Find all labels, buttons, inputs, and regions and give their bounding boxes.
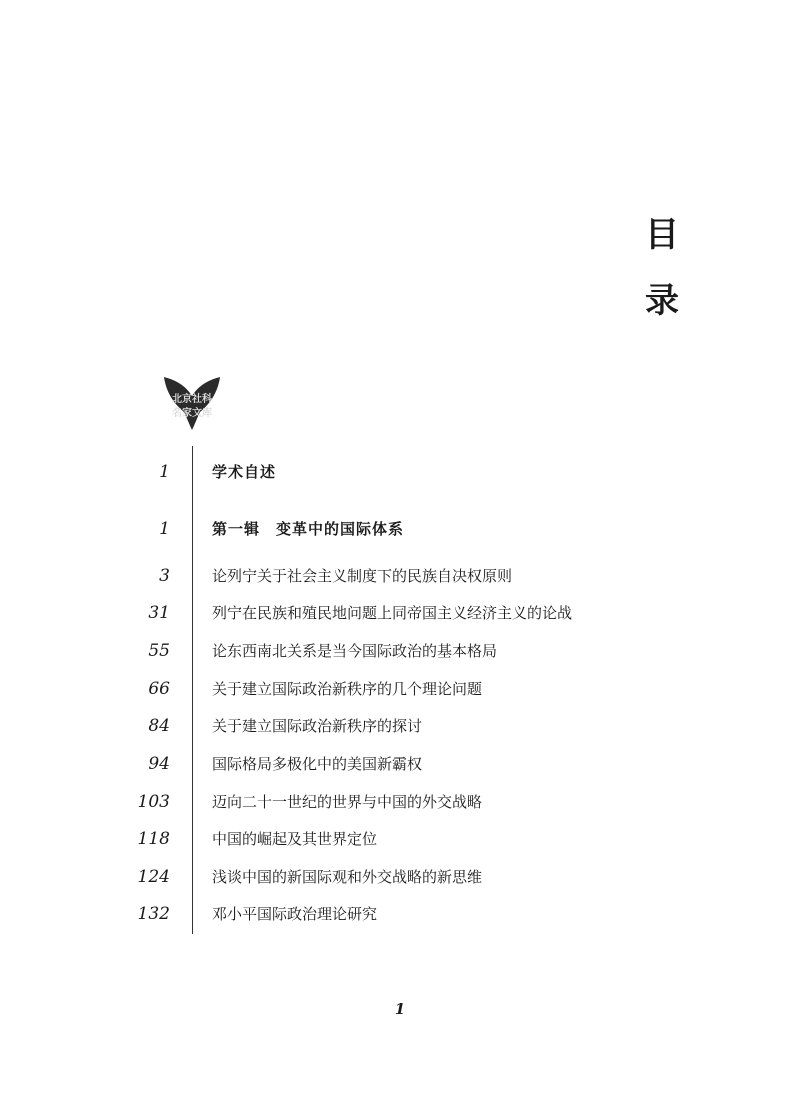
toc-page-number: 1 [159,462,170,482]
toc-entry-title: 中国的崛起及其世界定位 [212,830,378,848]
toc-row[interactable] [0,601,800,625]
toc-row[interactable] [0,902,800,926]
toc-entry-title: 论东西南北关系是当今国际政治的基本格局 [212,642,498,660]
toc-page-number: 3 [159,566,170,586]
toc-row[interactable] [0,639,800,663]
toc-page-number: 55 [148,641,170,661]
toc-row[interactable] [0,790,800,814]
toc-page-number: 66 [148,679,170,699]
toc-page-number: 84 [148,716,170,736]
toc-entry-title: 第一辑 变革中的国际体系 [212,520,405,538]
toc-page-number: 103 [137,792,170,812]
logo-text-line2: 名家文库 [172,408,212,419]
toc-entry-title: 学术自述 [212,463,277,481]
page-title-char-2: 录 [645,281,679,321]
toc-page-number: 1 [159,519,170,539]
toc-entry-title: 迈向二十一世纪的世界与中国的外交战略 [212,793,483,811]
toc-row[interactable] [0,865,800,889]
footer-page-number: 1 [394,1000,406,1018]
series-logo [160,374,224,432]
toc-entry-title: 浅谈中国的新国际观和外交战略的新思维 [212,868,483,886]
page-title-char-1: 目 [645,215,679,255]
toc-page-number: 124 [137,867,170,887]
toc-page-number: 118 [137,829,170,849]
toc-row[interactable] [0,460,800,484]
toc-row[interactable] [0,677,800,701]
toc-page-number: 94 [148,754,170,774]
toc-entry-title: 论列宁关于社会主义制度下的民族自决权原则 [212,567,513,585]
toc-entry-title: 列宁在民族和殖民地问题上同帝国主义经济主义的论战 [212,604,573,622]
toc-entry-title: 关于建立国际政治新秩序的探讨 [212,717,423,735]
toc-page-number: 132 [137,904,170,924]
toc-entry-title: 邓小平国际政治理论研究 [212,905,378,923]
toc-row[interactable] [0,752,800,776]
toc-row[interactable] [0,827,800,851]
logo-text-line1: 北京社科 [172,394,212,405]
toc-row[interactable] [0,517,800,541]
toc-row[interactable] [0,714,800,738]
toc-row[interactable] [0,564,800,588]
toc-entry-title: 关于建立国际政治新秩序的几个理论问题 [212,680,483,698]
toc-page-number: 31 [148,603,170,623]
toc-entry-title: 国际格局多极化中的美国新霸权 [212,755,423,773]
